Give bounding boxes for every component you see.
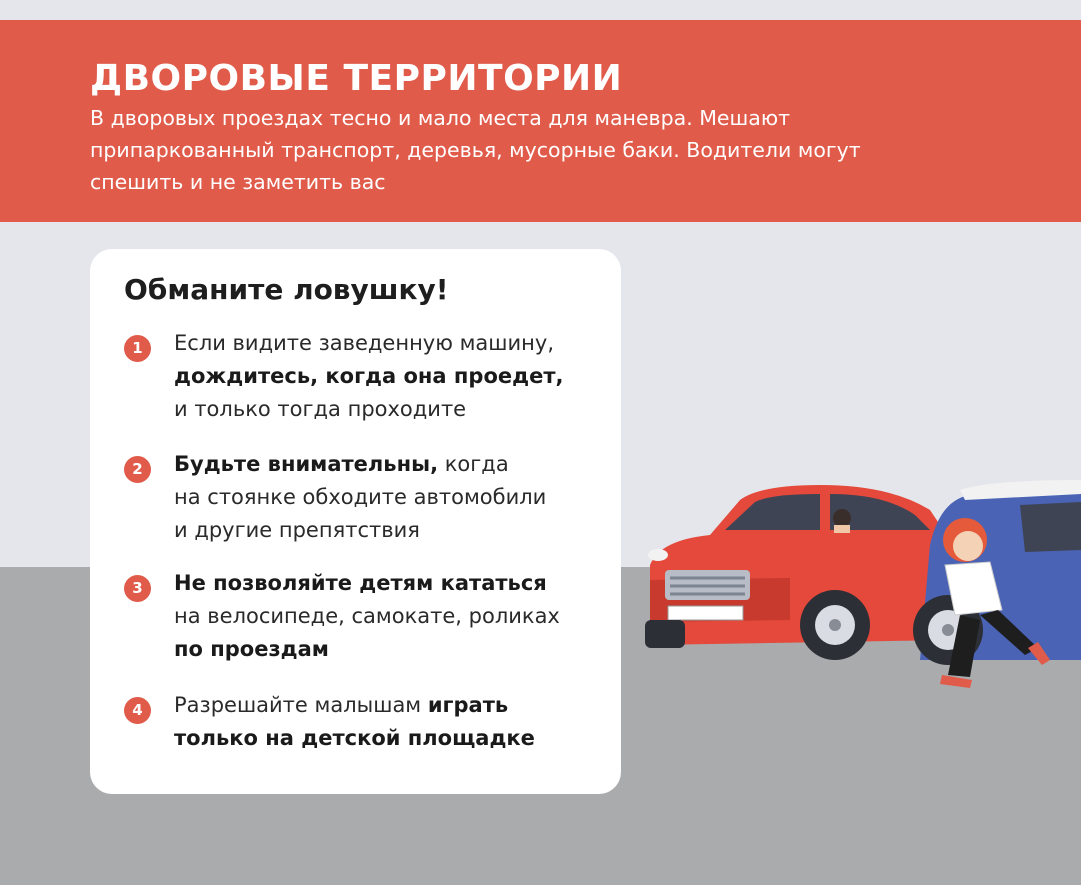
tip-line (174, 360, 563, 393)
tip-line-rest: когда (438, 452, 509, 476)
tip-line: Если видите заведенную машину, (174, 331, 554, 355)
banner-text-line: спешить и не заметить вас (90, 170, 386, 194)
tip-line-bold: дождитесь, когда она проедет, (174, 364, 564, 388)
tip-line: и другие препятствия (174, 518, 420, 542)
top-strip (0, 0, 1081, 20)
tip-number-badge: 2 (124, 456, 151, 483)
tip-text (174, 689, 535, 755)
tip-number-badge: 1 (124, 335, 151, 362)
tip-text (174, 567, 560, 666)
tip-line-bold: Будьте внимательны, (174, 452, 439, 476)
banner-text-line: припаркованный транспорт, деревья, мусорные баки. Водители могут (90, 138, 861, 162)
tip-line (174, 722, 535, 755)
tip-number-badge: 3 (124, 575, 151, 602)
cars-illustration (630, 470, 1081, 700)
tip-line (174, 633, 560, 666)
tip-line (174, 567, 560, 600)
tip-line-bold: Не позволяйте детям кататься (174, 571, 547, 595)
tips-card (90, 249, 621, 794)
page-title: ДВОРОВЫЕ ТЕРРИТОРИИ (90, 58, 623, 99)
tip-text (174, 448, 546, 547)
tip-line-bold: играть (427, 693, 509, 717)
tip-line-rest: Разрешайте малышам (174, 693, 428, 717)
tip-line (174, 689, 535, 722)
red-car-icon (645, 485, 950, 660)
blue-car-icon (913, 480, 1081, 665)
tip-line (174, 448, 546, 481)
header-banner (0, 20, 1081, 222)
tip-text (174, 327, 563, 426)
tip-line-bold: по проездам (174, 637, 329, 661)
banner-text-line: В дворовых проездах тесно и мало места для маневра. Мешают (90, 106, 791, 130)
card-title: Обманите ловушку! (124, 273, 449, 306)
banner-description (90, 102, 990, 198)
tip-line: на велосипеде, самокате, роликах (174, 604, 560, 628)
tip-number-badge: 4 (124, 697, 151, 724)
tip-line: и только тогда проходите (174, 397, 467, 421)
tip-line: на стоянке обходите автомобили (174, 485, 547, 509)
tip-line-bold: только на детской площадке (174, 726, 535, 750)
